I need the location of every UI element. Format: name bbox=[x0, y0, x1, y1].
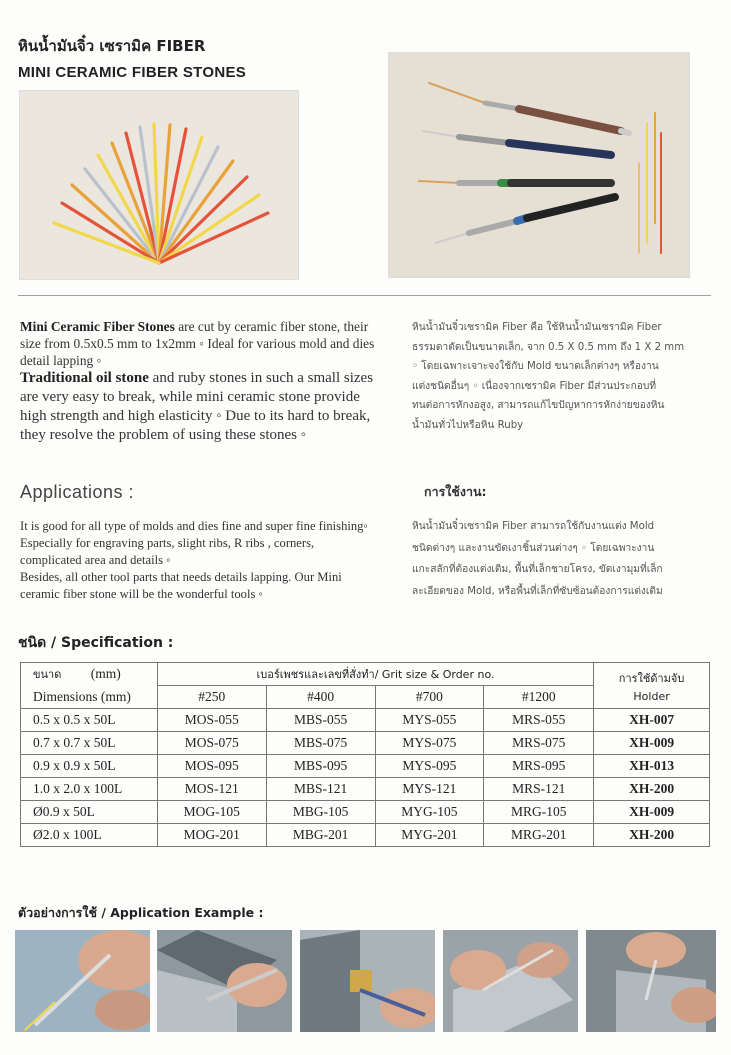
order-no: MBS-121 bbox=[266, 778, 375, 801]
applications-line: complicated area and details ◦ bbox=[20, 553, 171, 567]
order-no: MOS-095 bbox=[157, 755, 266, 778]
row-dimension: 0.5 x 0.5 x 50L bbox=[21, 709, 158, 732]
order-no: MYS-055 bbox=[375, 709, 484, 732]
order-no: MBG-105 bbox=[266, 801, 375, 824]
row-dimension: 0.9 x 0.9 x 50L bbox=[21, 755, 158, 778]
table-row bbox=[21, 778, 710, 801]
intro-line-2: size from 0.5x0.5 mm to 1x2mm ◦ Ideal for various mold and dies bbox=[20, 336, 375, 351]
order-no: MBS-055 bbox=[266, 709, 375, 732]
table-row bbox=[21, 801, 710, 824]
table-row bbox=[21, 732, 710, 755]
table-row bbox=[21, 709, 710, 732]
applications-thai-line: ละเอียดของ Mold, หรือพื้นที่เล็กที่ซับซ้อนต้องการแต่งเติม bbox=[412, 585, 663, 597]
intro-line-5: are very easy to break, while mini ceramic stone provide bbox=[20, 389, 360, 405]
applications-line: It is good for all type of molds and dies fine and super fine finishing◦ bbox=[20, 519, 368, 533]
page-title-thai: หินน้ำมันจิ๋ว เซรามิค FIBER bbox=[18, 37, 206, 55]
grit-400: #400 bbox=[266, 686, 375, 709]
example-heading: ตัวอย่างการใช้ / Application Example : bbox=[18, 905, 264, 920]
grit-700: #700 bbox=[375, 686, 484, 709]
row-dimension: 0.7 x 0.7 x 50L bbox=[21, 732, 158, 755]
intro-thai-line: ธรรมดาตัดเป็นขนาดเล็ก, จาก 0.5 X 0.5 mm ถึง 1 X 2 mm bbox=[412, 341, 685, 353]
applications-thai-line: แกะสลักที่ต้องแต่งเติม, พื้นที่เล็กชายโครง, ขัดเงามุมที่เล็ก bbox=[412, 564, 663, 575]
example-photo-5 bbox=[586, 930, 716, 1032]
holder-code: XH-200 bbox=[594, 824, 710, 847]
header-size bbox=[21, 663, 158, 686]
order-no: MRG-105 bbox=[484, 801, 594, 824]
order-no: MBS-095 bbox=[266, 755, 375, 778]
header-grit: เบอร์เพชรและเลขที่สั่งทำ/ Grit size & Order no. bbox=[157, 663, 593, 686]
order-no: MYG-201 bbox=[375, 824, 484, 847]
header-holder-thai: การใช้ด้ามจับ bbox=[618, 671, 685, 685]
row-dimension: Ø2.0 x 100L bbox=[21, 824, 158, 847]
header-dimensions: Dimensions (mm) bbox=[21, 686, 158, 709]
order-no: MBS-075 bbox=[266, 732, 375, 755]
order-no: MRG-201 bbox=[484, 824, 594, 847]
order-no: MYS-095 bbox=[375, 755, 484, 778]
order-no: MOG-105 bbox=[157, 801, 266, 824]
applications-heading: Applications : bbox=[20, 482, 135, 502]
applications-thai-line: หินน้ำมันจิ๋วเซรามิค Fiber สามารถใช้กับงานแต่ง Mold bbox=[412, 521, 655, 532]
holder-code: XH-200 bbox=[594, 778, 710, 801]
order-no: MRS-075 bbox=[484, 732, 594, 755]
intro-thai-line: น้ำมันทั่วไปหรือหิน Ruby bbox=[412, 419, 524, 431]
order-no: MRS-055 bbox=[484, 709, 594, 732]
intro-bold-2: Traditional oil stone bbox=[20, 370, 149, 386]
holders-photo bbox=[388, 52, 690, 278]
order-no: MYS-121 bbox=[375, 778, 484, 801]
applications-thai-line: ชนิดต่างๆ และงานขัดเงาชิ้นส่วนต่างๆ ◦ โดยเฉพาะงาน bbox=[412, 542, 655, 554]
example-photo-2 bbox=[157, 930, 292, 1032]
holder-code: XH-009 bbox=[594, 732, 710, 755]
applications-line: Especially for engraving parts, slight ribs, R ribs , corners, bbox=[20, 536, 315, 550]
intro-line-6: high strength and high elasticity ◦ Due to its hard to break, bbox=[20, 408, 371, 424]
intro-bold-1: Mini Ceramic Fiber Stones bbox=[20, 319, 175, 334]
intro-english bbox=[20, 318, 405, 445]
header-size-thai: ขนาด bbox=[33, 668, 62, 682]
order-no: MYS-075 bbox=[375, 732, 484, 755]
grit-1200: #1200 bbox=[484, 686, 594, 709]
intro-line-7: they resolve the problem of using these stones ◦ bbox=[20, 427, 307, 443]
example-photo-1 bbox=[15, 930, 150, 1032]
intro-thai-line: หินน้ำมันจิ๋วเซรามิค Fiber คือ ใช้หินน้ำมันเซรามิค Fiber bbox=[412, 322, 662, 333]
specification-heading: ชนิด / Specification : bbox=[18, 635, 174, 651]
holder-code: XH-007 bbox=[594, 709, 710, 732]
order-no: MOG-201 bbox=[157, 824, 266, 847]
fiber-stones-fan-photo bbox=[19, 90, 299, 280]
header-holder-english: Holder bbox=[633, 689, 670, 703]
grit-250: #250 bbox=[157, 686, 266, 709]
applications-line: Besides, all other tool parts that needs details lapping. Our Mini bbox=[20, 570, 342, 584]
table-row bbox=[21, 824, 710, 847]
table-row bbox=[21, 755, 710, 778]
intro-thai-line: แต่งชนิดอื่นๆ ◦ เนื่องจากเซรามิค Fiber มีส่วนประกอบที่ bbox=[412, 380, 657, 392]
order-no: MOS-075 bbox=[157, 732, 266, 755]
applications-line: ceramic fiber stone will be the wonderful tools ◦ bbox=[20, 587, 263, 601]
intro-thai-line: ทนต่อการหักงอสูง, สามารถแก้ไขปัญหาการหักง่ายของหิน bbox=[412, 400, 665, 411]
section-divider bbox=[18, 295, 711, 296]
order-no: MRS-095 bbox=[484, 755, 594, 778]
example-photo-3 bbox=[300, 930, 435, 1032]
order-no: MOS-055 bbox=[157, 709, 266, 732]
intro-thai bbox=[412, 318, 712, 435]
header-size-unit: (mm) bbox=[90, 666, 121, 682]
order-no: MBG-201 bbox=[266, 824, 375, 847]
order-no: MOS-121 bbox=[157, 778, 266, 801]
row-dimension: Ø0.9 x 50L bbox=[21, 801, 158, 824]
row-dimension: 1.0 x 2.0 x 100L bbox=[21, 778, 158, 801]
order-no: MRS-121 bbox=[484, 778, 594, 801]
applications-heading-thai: การใช้งาน: bbox=[424, 484, 487, 499]
holder-code: XH-009 bbox=[594, 801, 710, 824]
holder-code: XH-013 bbox=[594, 755, 710, 778]
intro-thai-line: ◦ โดยเฉพาะเจาะจงใช้กับ Mold ขนาดเล็กต่างๆ หรืองาน bbox=[412, 361, 659, 372]
intro-line-4: and ruby stones in such a small sizes bbox=[148, 370, 374, 386]
header-holder bbox=[594, 663, 710, 709]
intro-line-3: detail lapping ◦ bbox=[20, 353, 102, 368]
applications-thai bbox=[412, 516, 717, 602]
page-title-english: MINI CERAMIC FIBER STONES bbox=[18, 64, 247, 81]
example-photo-4 bbox=[443, 930, 578, 1032]
applications-english bbox=[20, 518, 405, 603]
intro-line-1: are cut by ceramic fiber stone, their bbox=[174, 319, 369, 334]
order-no: MYG-105 bbox=[375, 801, 484, 824]
specification-table bbox=[20, 662, 710, 847]
